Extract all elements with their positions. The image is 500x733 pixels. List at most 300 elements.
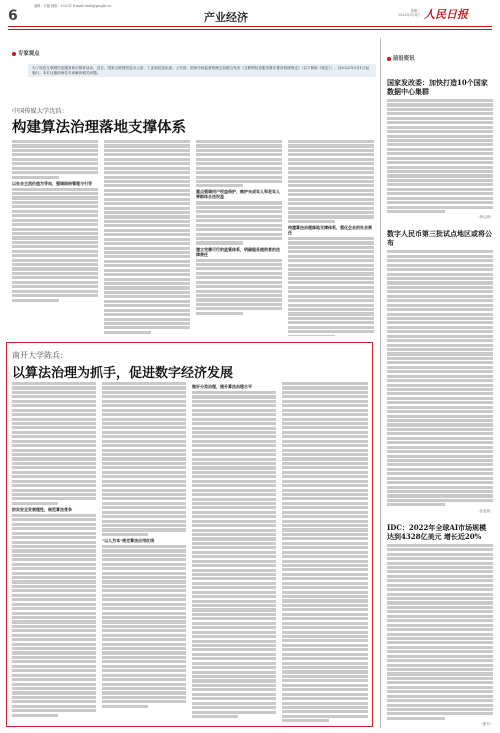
text-line xyxy=(192,555,276,558)
text-line xyxy=(104,189,190,192)
text-line xyxy=(282,706,368,709)
text-line xyxy=(282,560,368,563)
text-line xyxy=(102,497,186,500)
text-line xyxy=(288,180,374,183)
text-line xyxy=(102,404,186,407)
text-line xyxy=(102,484,186,487)
text-line xyxy=(196,307,282,310)
text-line xyxy=(102,656,186,659)
text-line xyxy=(104,331,151,334)
text-line xyxy=(192,515,276,518)
text-line xyxy=(192,520,276,523)
text-line xyxy=(12,660,96,663)
text-line xyxy=(282,497,368,500)
text-line xyxy=(104,273,190,276)
text-line xyxy=(12,449,96,452)
article-column-1 xyxy=(12,140,98,336)
text-line xyxy=(102,651,186,654)
header-rule xyxy=(8,26,492,27)
text-line xyxy=(192,395,276,398)
text-line xyxy=(387,490,493,493)
text-line xyxy=(387,432,493,435)
text-line xyxy=(288,286,374,289)
text-line xyxy=(12,294,98,297)
text-line xyxy=(12,153,98,156)
text-line xyxy=(387,108,493,111)
text-line xyxy=(196,228,282,231)
text-line xyxy=(282,515,368,518)
text-line xyxy=(192,480,276,483)
text-line xyxy=(104,207,190,210)
text-line xyxy=(196,272,282,275)
text-line xyxy=(387,441,493,444)
text-line xyxy=(192,506,276,509)
text-line xyxy=(288,277,374,280)
text-line xyxy=(104,247,190,250)
text-line xyxy=(288,295,374,298)
text-line xyxy=(282,462,368,465)
text-line xyxy=(102,558,186,561)
text-line xyxy=(102,634,186,637)
text-line xyxy=(102,643,186,646)
text-line xyxy=(387,544,493,547)
text-line xyxy=(387,277,493,280)
text-line xyxy=(282,702,368,705)
text-line xyxy=(192,560,276,563)
text-line xyxy=(387,335,493,338)
expert-label xyxy=(12,49,40,57)
text-line xyxy=(192,671,276,674)
text-line xyxy=(192,569,276,572)
text-line xyxy=(104,184,190,187)
text-line xyxy=(387,326,493,329)
red-subhead-2: "以人为本"规定算法应用红线 xyxy=(102,537,155,543)
text-line xyxy=(102,533,148,536)
text-line xyxy=(102,674,186,677)
text-line xyxy=(12,440,96,443)
text-line xyxy=(282,688,368,691)
text-line xyxy=(12,629,96,632)
text-line xyxy=(102,607,186,610)
subhead-1: 以社会主流价值为导向，强调网络管理与引导 xyxy=(12,180,92,186)
text-line xyxy=(288,264,374,267)
text-line xyxy=(282,715,368,718)
news-column xyxy=(380,38,493,728)
text-line xyxy=(12,674,96,677)
text-line xyxy=(196,210,282,213)
text-line xyxy=(102,426,186,429)
text-line xyxy=(102,480,186,483)
text-line xyxy=(282,635,368,638)
text-line xyxy=(387,446,493,449)
text-line xyxy=(192,466,276,469)
text-line xyxy=(387,290,493,293)
text-line xyxy=(288,326,374,329)
text-line xyxy=(12,567,96,570)
text-line xyxy=(102,440,186,443)
text-line xyxy=(387,406,493,409)
text-line xyxy=(12,196,98,199)
text-line xyxy=(282,622,368,625)
text-line xyxy=(12,532,96,535)
text-line xyxy=(387,704,493,707)
text-line xyxy=(192,444,276,447)
text-line xyxy=(12,634,96,637)
text-line xyxy=(387,459,493,462)
section-title: 产业经济 xyxy=(204,11,248,24)
text-line xyxy=(387,361,493,364)
text-line xyxy=(12,259,98,262)
text-line xyxy=(288,335,335,336)
text-line xyxy=(288,281,374,284)
text-line xyxy=(387,472,493,475)
text-line xyxy=(104,149,190,152)
expert-label-text: 专家观点 xyxy=(18,51,40,57)
text-line xyxy=(104,158,190,161)
text-line xyxy=(104,282,190,285)
text-line xyxy=(288,184,374,187)
text-line xyxy=(12,607,96,610)
text-line xyxy=(192,631,276,634)
text-line xyxy=(104,318,190,321)
text-line xyxy=(12,201,98,204)
text-line xyxy=(12,589,96,592)
text-line xyxy=(387,112,493,115)
text-line xyxy=(387,344,493,347)
text-line xyxy=(282,684,368,687)
text-line xyxy=(104,171,190,174)
text-line xyxy=(102,598,186,601)
text-line xyxy=(196,294,282,297)
subhead-3: 建立完善可行的监管体系，明确服务提供者的法律责任 xyxy=(196,246,280,257)
text-line xyxy=(387,174,493,177)
text-line xyxy=(12,290,98,293)
text-line xyxy=(102,471,186,474)
text-line xyxy=(282,608,368,611)
text-line xyxy=(282,653,368,656)
text-line xyxy=(387,410,493,413)
text-line xyxy=(387,566,493,569)
text-line xyxy=(104,153,190,156)
text-line xyxy=(288,198,374,201)
text-line xyxy=(12,523,96,526)
text-line xyxy=(282,524,368,527)
text-line xyxy=(196,219,282,222)
text-line xyxy=(102,493,186,496)
text-line xyxy=(12,241,98,244)
text-line xyxy=(288,246,374,249)
text-line xyxy=(12,158,98,161)
text-line xyxy=(102,678,186,681)
text-line xyxy=(288,330,374,333)
text-line xyxy=(12,502,58,505)
text-line xyxy=(192,511,276,514)
text-line xyxy=(288,237,374,240)
text-line xyxy=(282,480,368,483)
text-line xyxy=(282,573,368,576)
text-line xyxy=(192,573,276,576)
text-line xyxy=(387,166,493,169)
text-line xyxy=(12,518,96,521)
text-line xyxy=(196,312,243,315)
text-line xyxy=(104,269,190,272)
text-line xyxy=(288,299,374,302)
text-line xyxy=(12,188,98,191)
text-line xyxy=(102,386,186,389)
subhead-4: 构建算法治理落地支撑体系，强化企业的社会责任 xyxy=(288,224,372,235)
text-line xyxy=(12,549,96,552)
text-line xyxy=(387,468,493,471)
text-line xyxy=(387,588,493,591)
text-line xyxy=(387,610,493,613)
text-line xyxy=(12,435,96,438)
text-line xyxy=(102,444,186,447)
text-line xyxy=(104,229,190,232)
text-line xyxy=(12,263,98,266)
text-line xyxy=(192,475,276,478)
page-number: 6 xyxy=(8,8,18,24)
text-line xyxy=(288,241,374,244)
text-line xyxy=(192,471,276,474)
text-line xyxy=(12,245,98,248)
text-line xyxy=(104,326,190,329)
text-line xyxy=(12,687,96,690)
text-line xyxy=(12,422,96,425)
text-line xyxy=(12,598,96,601)
text-line xyxy=(12,214,98,217)
text-line xyxy=(387,201,493,204)
text-line xyxy=(196,153,282,156)
text-line xyxy=(387,375,493,378)
text-line xyxy=(288,220,335,223)
text-line xyxy=(282,599,368,602)
text-line xyxy=(387,553,493,556)
text-line xyxy=(192,657,276,660)
text-line xyxy=(12,603,96,606)
text-line xyxy=(387,695,493,698)
text-line xyxy=(12,144,98,147)
text-line xyxy=(12,638,96,641)
text-line xyxy=(12,705,96,708)
text-line xyxy=(387,357,493,360)
text-line xyxy=(282,675,368,678)
text-line xyxy=(104,233,190,236)
text-line xyxy=(104,291,190,294)
text-line xyxy=(192,653,276,656)
text-line xyxy=(387,712,493,715)
text-line xyxy=(288,193,374,196)
text-line xyxy=(102,594,186,597)
text-line xyxy=(282,564,368,567)
text-line xyxy=(12,210,98,213)
text-line xyxy=(12,489,96,492)
text-line xyxy=(12,413,96,416)
text-line xyxy=(104,255,190,258)
text-line xyxy=(387,268,493,271)
text-line xyxy=(282,604,368,607)
text-line xyxy=(387,455,493,458)
text-line xyxy=(387,313,493,316)
text-line xyxy=(282,613,368,616)
text-line xyxy=(387,273,493,276)
text-line xyxy=(12,462,96,465)
text-line xyxy=(387,348,493,351)
text-line xyxy=(12,709,96,712)
text-line xyxy=(192,391,276,394)
text-line xyxy=(387,633,493,636)
text-line xyxy=(12,382,96,385)
text-line xyxy=(282,422,368,425)
text-line xyxy=(12,594,96,597)
text-line xyxy=(102,395,186,398)
text-line xyxy=(12,691,96,694)
article-kicker: 中国传媒大学沈浩： xyxy=(12,108,68,115)
text-line xyxy=(192,600,276,603)
text-line xyxy=(192,693,276,696)
text-line xyxy=(282,418,368,421)
text-line xyxy=(387,655,493,658)
text-line xyxy=(387,641,493,644)
text-line xyxy=(192,706,276,709)
text-line xyxy=(288,290,374,293)
text-line xyxy=(102,449,186,452)
text-line xyxy=(192,675,276,678)
text-line xyxy=(282,391,368,394)
text-line xyxy=(387,126,493,129)
text-line xyxy=(192,546,276,549)
text-line xyxy=(12,400,96,403)
text-line xyxy=(282,457,368,460)
text-line xyxy=(102,696,186,699)
text-line xyxy=(288,250,374,253)
text-line xyxy=(387,139,493,142)
text-line xyxy=(102,620,186,623)
text-line xyxy=(12,140,98,143)
text-line xyxy=(104,140,190,143)
text-line xyxy=(104,193,190,196)
text-line xyxy=(387,188,493,191)
text-line xyxy=(12,554,96,557)
text-line xyxy=(102,683,186,686)
text-line xyxy=(12,276,98,279)
text-line xyxy=(387,681,493,684)
text-line xyxy=(387,206,493,209)
text-line xyxy=(192,533,276,536)
text-line xyxy=(12,497,96,500)
text-line xyxy=(12,409,96,412)
text-line xyxy=(282,528,368,531)
text-line xyxy=(282,453,368,456)
text-line xyxy=(196,158,282,161)
text-line xyxy=(12,395,96,398)
text-line xyxy=(12,176,59,179)
text-line xyxy=(12,391,96,394)
text-line xyxy=(192,666,276,669)
text-line xyxy=(102,576,186,579)
text-line xyxy=(387,686,493,689)
date-line xyxy=(360,9,420,17)
text-line xyxy=(104,322,190,325)
text-line xyxy=(12,299,59,302)
text-line xyxy=(387,250,493,253)
text-line xyxy=(282,710,368,713)
text-line xyxy=(282,471,368,474)
text-line xyxy=(387,366,493,369)
news-label xyxy=(387,54,493,62)
text-line xyxy=(387,152,493,155)
text-line xyxy=(12,484,96,487)
news-2-source: （谷业凯） xyxy=(476,508,493,513)
text-line xyxy=(104,144,190,147)
text-line xyxy=(192,564,276,567)
text-line xyxy=(12,431,96,434)
text-line xyxy=(282,484,368,487)
text-line xyxy=(288,268,374,271)
text-line xyxy=(12,480,96,483)
text-line xyxy=(196,237,282,240)
text-line xyxy=(282,679,368,682)
text-line xyxy=(102,528,186,531)
text-line xyxy=(12,404,96,407)
text-line xyxy=(192,418,276,421)
text-line xyxy=(102,453,186,456)
text-line xyxy=(387,562,493,565)
text-line xyxy=(102,520,186,523)
text-line xyxy=(102,700,186,703)
text-line xyxy=(387,428,493,431)
text-line xyxy=(12,236,98,239)
text-line xyxy=(192,489,276,492)
text-line xyxy=(12,167,98,170)
text-line xyxy=(102,502,186,505)
text-line xyxy=(12,285,98,288)
text-line xyxy=(104,251,190,254)
text-line xyxy=(387,570,493,573)
text-line xyxy=(12,514,96,517)
text-line xyxy=(12,541,96,544)
text-line xyxy=(12,563,96,566)
text-line xyxy=(12,612,96,615)
text-line xyxy=(192,622,276,625)
text-line xyxy=(102,382,186,385)
text-line xyxy=(387,708,493,711)
text-line xyxy=(196,176,282,179)
newspaper-logo: 人民日报 xyxy=(424,8,468,21)
text-line xyxy=(192,529,276,532)
text-line xyxy=(12,647,96,650)
text-line xyxy=(282,426,368,429)
article-column-4 xyxy=(288,140,374,336)
text-line xyxy=(282,582,368,585)
text-line xyxy=(102,665,186,668)
text-line xyxy=(282,617,368,620)
text-line xyxy=(192,502,276,505)
text-line xyxy=(192,577,276,580)
text-line xyxy=(102,616,186,619)
text-line xyxy=(12,254,98,257)
text-line xyxy=(387,615,493,618)
text-line xyxy=(192,608,276,611)
text-line xyxy=(387,437,493,440)
text-line xyxy=(104,162,190,165)
red-subhead-1: 防实安全发展理性，规范算法竞争 xyxy=(12,506,72,512)
text-line xyxy=(282,591,368,594)
text-line xyxy=(102,572,186,575)
text-line xyxy=(387,548,493,551)
text-line xyxy=(288,215,374,218)
text-line xyxy=(192,648,276,651)
text-line xyxy=(12,576,96,579)
